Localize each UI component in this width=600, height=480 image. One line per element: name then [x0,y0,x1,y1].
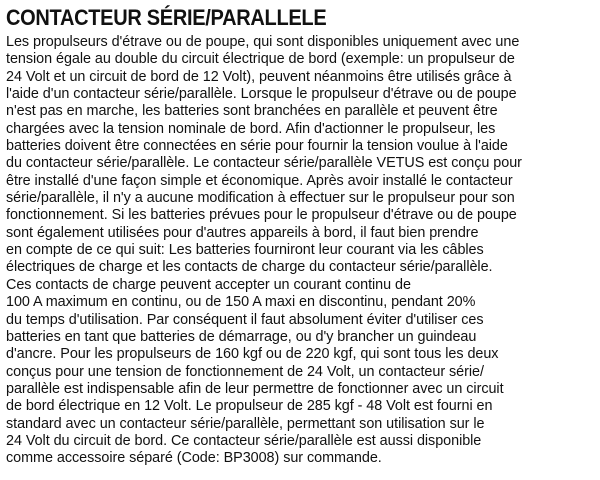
body-line: du contacteur série/parallèle. Le contacteur série/parallèle VETUS est conçu pour [6,155,522,172]
body-line: série/parallèle, il n'y a aucune modification à effectuer sur le propulseur pour son [6,190,515,207]
body-line: fonctionnement. Si les batteries prévues pour le propulseur d'étrave ou de poupe [6,207,517,224]
body-line: comme accessoire séparé (Code: BP3008) sur commande. [6,450,382,467]
body-line: Ces contacts de charge peuvent accepter un courant continu de [6,276,411,293]
document-heading: CONTACTEUR SÉRIE/PARALLELE [6,6,327,31]
body-line: standard avec un contacteur série/parallèle, permettant son utilisation sur le [6,415,485,432]
body-line: Les propulseurs d'étrave ou de poupe, qui sont disponibles uniquement avec une [6,34,520,50]
body-line: du temps d'utilisation. Par conséquent il faut absolument éviter d'utiliser ces [6,311,484,328]
body-line: chargées avec la tension nominale de bord. Afin d'actionner le propulseur, les [6,120,496,137]
body-line: tension égale au double du circuit électrique de bord (exemple: un propulseur de [6,51,515,68]
body-line: de bord électrique en 12 Volt. Le propulseur de 285 kgf - 48 Volt est fourni en [6,398,493,415]
body-line: batteries en tant que batteries de démarrage, ou d'y brancher un guindeau [6,328,477,345]
body-line: sont également utilisées pour d'autres appareils à bord, il faut bien prendre [6,224,479,241]
document-body [6,34,592,468]
body-line: 24 Volt et un circuit de bord de 12 Volt), peuvent néanmoins être utilisés grâce à [6,68,512,85]
body-line: conçus pour une tension de fonctionnement de 24 Volt, un contacteur série/ [6,363,484,380]
body-line: d'ancre. Pour les propulseurs de 160 kgf ou de 220 kgf, qui sont tous les deux [6,346,499,363]
body-line: l'aide d'un contacteur série/parallèle. Lorsque le propulseur d'étrave ou de poupe [6,86,517,103]
body-line: 24 Volt du circuit de bord. Ce contacteur série/parallèle est aussi disponible [6,432,482,449]
body-line: être installé d'une façon simple et économique. Après avoir installé le contacteur [6,172,513,189]
body-line: électriques de charge et les contacts de charge du contacteur série/parallèle. [6,259,493,276]
body-line: batteries doivent être connectées en série pour fournir la tension voulue à l'aide [6,138,508,155]
body-line: 100 A maximum en continu, ou de 150 A maxi en discontinu, pendant 20% [6,294,476,311]
body-line: n'est pas en marche, les batteries sont branchées en parallèle et peuvent être [6,103,498,120]
body-line: parallèle est indispensable afin de leur permettre de fonctionner avec un circuit [6,380,504,397]
body-line: en compte de ce qui suit: Les batteries fourniront leur courant via les câbles [6,242,484,259]
